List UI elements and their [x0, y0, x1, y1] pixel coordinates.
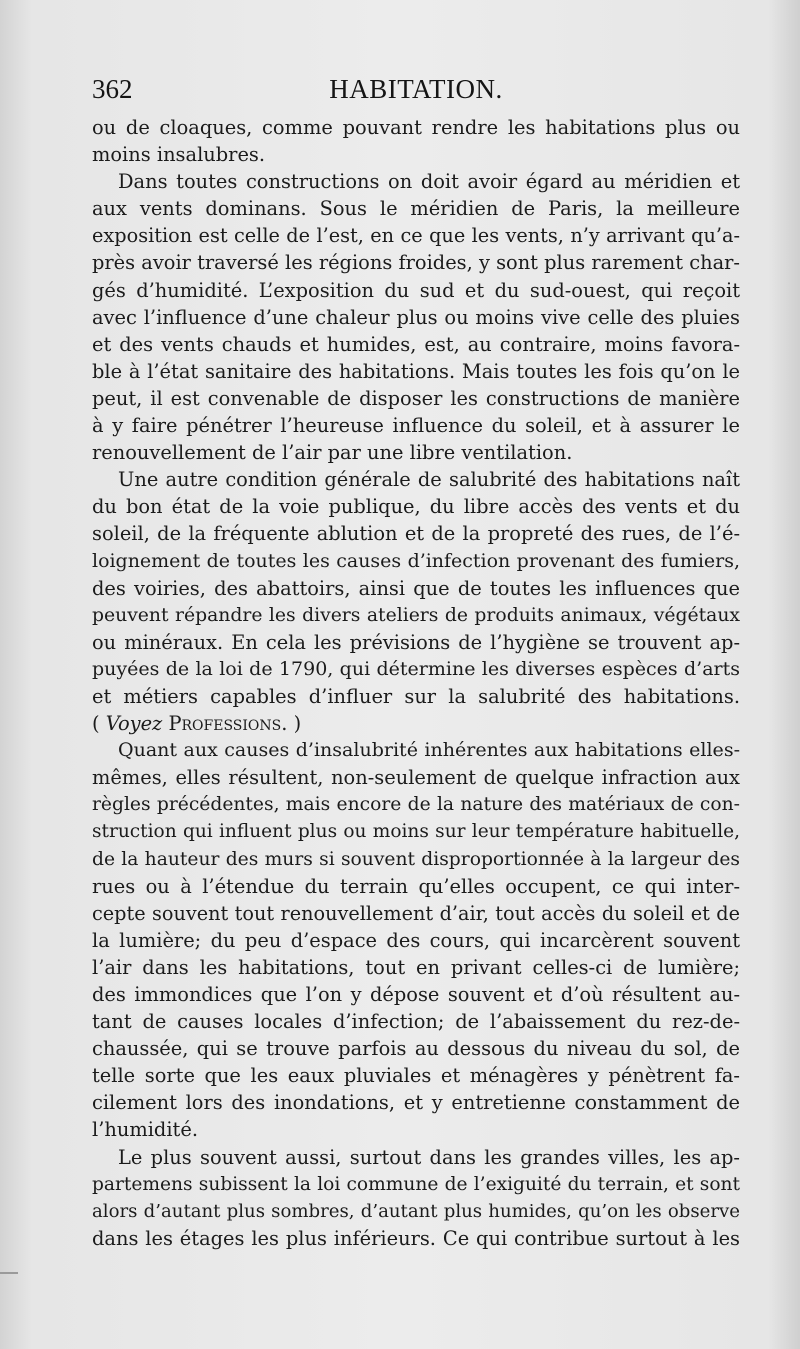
- text-line: ble à l’état sanitaire des habitations. Mais toutes les fois qu’on le: [92, 359, 740, 383]
- voyez-word: Voyez: [105, 712, 169, 736]
- text-line: rues ou à l’étendue du terrain qu’elles occupent, ce qui inter-: [92, 874, 740, 898]
- text-line: la lumière; du peu d’espace des cours, qui incarcèrent souvent: [92, 928, 740, 952]
- text-line: aux vents dominans. Sous le méridien de Paris, la meilleure: [92, 197, 740, 221]
- text-line: Dans toutes constructions on doit avoir égard au méridien et: [118, 170, 740, 194]
- text-line: telle sorte que les eaux pluviales et ménagères y pénètrent fa-: [92, 1064, 740, 1088]
- running-title: HABITATION.: [329, 74, 503, 104]
- text-line: mêmes, elles résultent, non-seulement de quelque infraction aux: [92, 766, 740, 790]
- text-line: loignement de toutes les causes d’infection provenant des fumiers,: [92, 549, 740, 572]
- text-line: ( Voyez Professions. ): [92, 712, 302, 736]
- text-line: règles précédentes, mais encore de la nature des matériaux de con-: [92, 794, 740, 816]
- text-line: ou de cloaques, comme pouvant rendre les habitations plus ou: [92, 116, 740, 139]
- text-line: ou minéraux. En cela les prévisions de l’hygiène se trouvent ap-: [92, 630, 740, 654]
- text-line: et des vents chauds et humides, est, au contraire, moins favora-: [92, 332, 740, 356]
- text-line: soleil, de la fréquente ablution et de la propreté des rues, de l’é-: [92, 522, 740, 546]
- text-line: peut, il est convenable de disposer les constructions de manière: [92, 386, 740, 410]
- text-line: dans les étages les plus inférieurs. Ce qui contribue surtout à les: [92, 1226, 740, 1250]
- text-line: Une autre condition générale de salubrité des habitations naît: [118, 468, 740, 492]
- text-line: alors d’autant plus sombres, d’autant plus humides, qu’on les observe: [92, 1200, 740, 1222]
- text-line: de la hauteur des murs si souvent disproportionnée à la largeur des: [92, 848, 740, 870]
- text-line: chaussée, qui se trouve parfois au dessous du niveau du sol, de: [92, 1037, 740, 1061]
- text-line: tant de causes locales d’infection; de l’abaissement du rez-de-: [92, 1010, 740, 1034]
- text-line: Le plus souvent aussi, surtout dans les grandes villes, les ap-: [118, 1145, 740, 1169]
- body-text: [92, 114, 740, 1252]
- text-line: avec l’influence d’une chaleur plus ou moins vive celle des pluies: [92, 305, 740, 329]
- page-header: [92, 74, 740, 108]
- margin-mark: [0, 1272, 18, 1274]
- page-number: 362: [92, 74, 133, 104]
- text-line: struction qui influent plus ou moins sur leur température habituelle,: [92, 821, 740, 843]
- text-line: du bon état de la voie publique, du libre accès des vents et du: [92, 495, 740, 519]
- text-line: cilement lors des inondations, et y entretienne constamment de: [92, 1091, 740, 1115]
- text-line: cepte souvent tout renouvellement d’air, tout accès du soleil et de: [92, 901, 740, 925]
- text-line: à y faire pénétrer l’heureuse influence du soleil, et à assurer le: [92, 414, 740, 438]
- text-line: et métiers capables d’influer sur la salubrité des habitations.: [92, 684, 740, 708]
- text-line: l’air dans les habitations, tout en privant celles-ci de lumière;: [92, 955, 740, 979]
- text-line: près avoir traversé les régions froides, y sont plus rarement char-: [92, 251, 740, 275]
- text-line: exposition est celle de l’est, en ce que les vents, n’y arrivant qu’a-: [92, 224, 740, 248]
- cross-reference: Professions: [168, 712, 282, 736]
- text-line: moins insalubres.: [92, 143, 266, 167]
- text-line: puyées de la loi de 1790, qui détermine les diverses espèces d’arts: [92, 657, 740, 680]
- text-line: des voiries, des abattoirs, ainsi que de toutes les influences que: [92, 576, 740, 600]
- text-line: Quant aux causes d’insalubrité inhérentes aux habitations elles-: [118, 739, 740, 762]
- text-line: gés d’humidité. L’exposition du sud et du sud-ouest, qui reçoit: [92, 278, 740, 302]
- text-line: partemens subissent la loi commune de l’exiguité du terrain, et sont: [92, 1173, 740, 1195]
- text-line: renouvellement de l’air par une libre ventilation.: [92, 441, 573, 465]
- text-line: des immondices que l’on y dépose souvent et d’où résultent au-: [92, 983, 740, 1006]
- text-line: peuvent répandre les divers ateliers de produits animaux, végétaux: [92, 604, 740, 626]
- text-line: l’humidité.: [92, 1118, 198, 1142]
